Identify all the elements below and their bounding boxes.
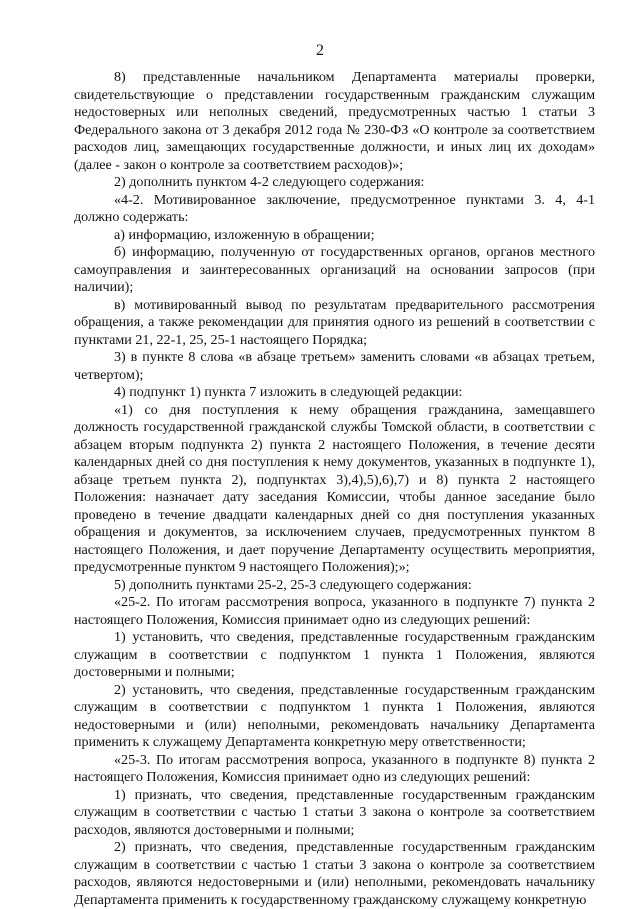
paragraph: 3) в пункте 8 слова «в абзаце третьем» заменить словами «в абзацах третьем, четвертом); (74, 349, 595, 383)
paragraph: 2) признать, что сведения, представленные государственным гражданским служащим в соответствии с частью 1 статьи 3 закона о контроле за соответствием расходов, являются недостоверными и (или) неполными, рекомендовать начальнику Департамента применить к государственному гражданскому служащему конкретную (74, 839, 595, 908)
paragraph: «25-2. По итогам рассмотрения вопроса, указанного в подпункте 7) пункта 2 настоящего Положения, Комиссия принимает одно из следующих решений: (74, 594, 595, 628)
paragraph: «4-2. Мотивированное заключение, предусмотренное пунктами 3. 4, 4-1 должно содержать: (74, 191, 595, 225)
paragraph: а) информацию, изложенную в обращении; (114, 226, 375, 243)
paragraph: 2) установить, что сведения, представленные государственным гражданским служащим в соответствии с подпунктом 1 пункта 1 Положения, являются недостоверными и (или) неполными, рекомендовать начальнику Департамента применить к служащему Департамента конкретную меру ответственности; (74, 681, 595, 750)
page-number: 2 (316, 42, 324, 59)
paragraph: 5) дополнить пунктами 25-2, 25-3 следующего содержания: (114, 576, 472, 593)
paragraph: 8) представленные начальником Департамента материалы проверки, свидетельствующие о представлении государственным гражданским служащим недостоверных или неполных сведений, предусмотренных частью 1 статьи 3 Федерального закона от 3 декабря 2012 года № 230-ФЗ «О контроле за соответствием расходов лиц, замещающих государственные должности, и иных лиц их доходам» (далее - закон о контроле за соответствием расходов)»; (74, 69, 595, 173)
paragraph: 1) признать, что сведения, представленные государственным гражданским служащим в соответствии с частью 1 статьи 3 закона о контроле за соответствием расходов, являются достоверными и полными; (74, 786, 595, 838)
paragraph: 2) дополнить пунктом 4-2 следующего содержания: (114, 174, 425, 190)
paragraph: «1) со дня поступления к нему обращения гражданина, замещавшего должность государственной гражданской службы Томской области, в соответствии с абзацем вторым подпункта 2) пункта 2 настоящего Положения, в течение десяти календарных дней со дня поступления к нему документов, указанных в подпункте 1), абзаце третьем пункта 2), подпунктах 3),4),5),6),7) и 8) пункта 2 настоящего Положения: назначает дату заседания Комиссии, чтобы данное заседание было проведено в течение двадцати календарных дней со дня поступления указанных обращения и документов, за исключением случаев, предусмотренных пунктом 8 настоящего Положения, и дает поручение Департаменту осуществить мероприятия, предусмотренные пунктом 9 настоящего Положения);»; (74, 401, 595, 575)
paragraph: в) мотивированный вывод по результатам предварительного рассмотрения обращения, а также рекомендации для принятия одного из решений в соответствии с пунктами 21, 22-1, 25, 25-1 настоящего Порядка; (74, 296, 595, 348)
document-body (74, 69, 595, 909)
paragraph: 1) установить, что сведения, представленные государственным гражданским служащим в соответствии с подпунктом 1 пункта 1 Положения, являются достоверными и полными; (74, 629, 595, 680)
paragraph: «25-3. По итогам рассмотрения вопроса, указанного в подпункте 8) пункта 2 настоящего Положения, Комиссия принимает одно из следующих решений: (74, 751, 595, 785)
paragraph: б) информацию, полученную от государственных органов, органов местного самоуправления и заинтересованных организаций на основании запросов (при наличии); (74, 244, 595, 295)
paragraph: 4) подпункт 1) пункта 7 изложить в следующей редакции: (114, 384, 463, 400)
